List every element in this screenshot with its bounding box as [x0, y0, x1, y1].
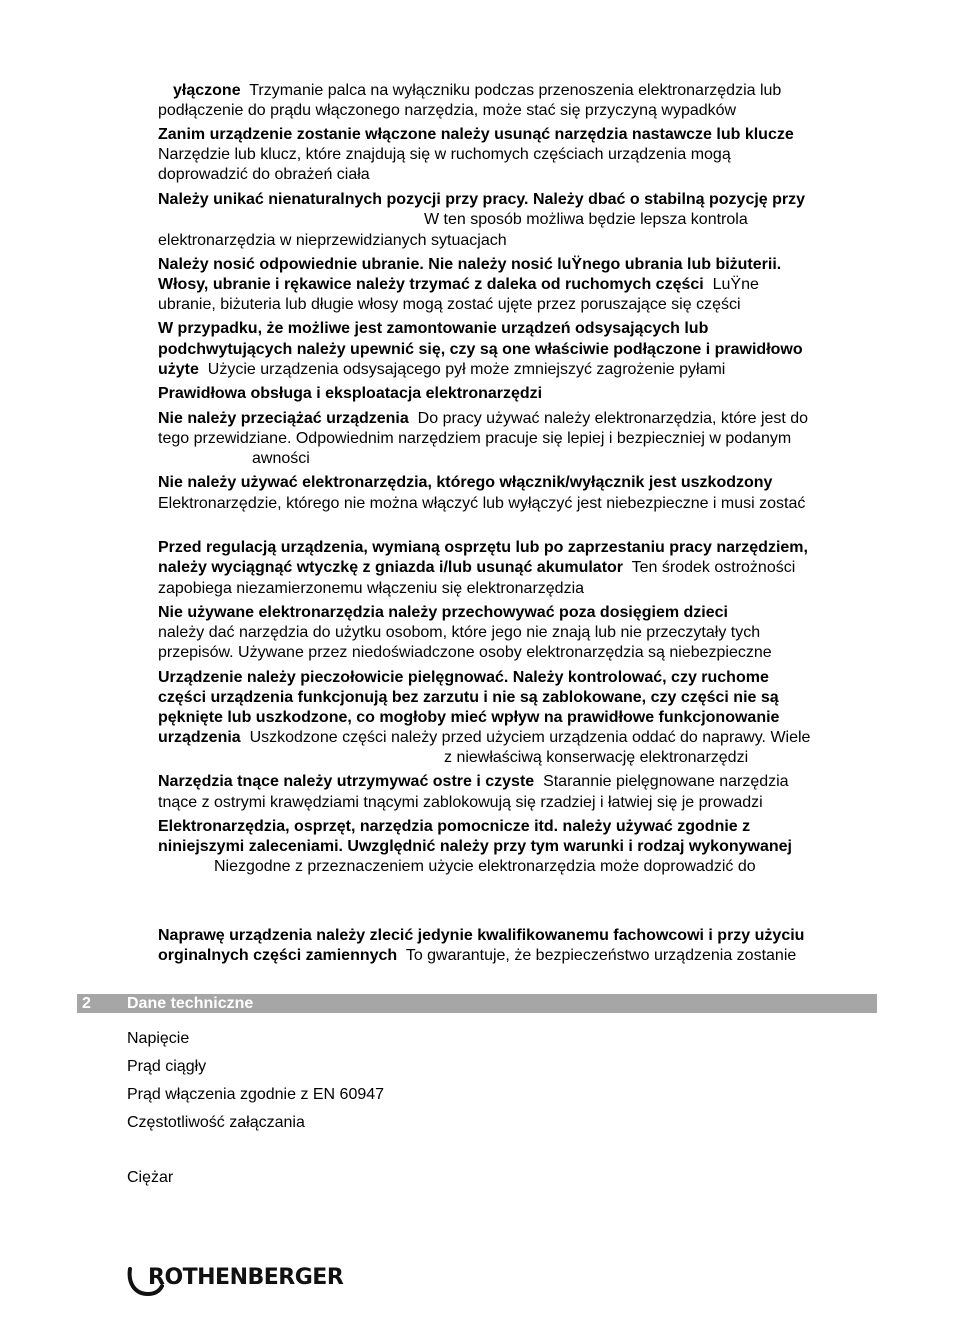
text-line: zapobiega niezamierzonemu włączeniu się elektronarzędzia: [158, 580, 585, 597]
section-header: [77, 994, 877, 1013]
bold-run: Włosy, ubranie i rękawice należy trzymać z daleka od ruchomych części: [158, 276, 704, 293]
text-line: Elektronarzędzie, którego nie można włączyć lub wyłączyć jest niebezpieczne i musi zostać: [158, 495, 806, 512]
text-line: Nie należy używać elektronarzędzia, którego włącznik/wyłącznik jest uszkodzony: [158, 474, 773, 491]
text-line: ubranie, biżuteria lub długie włosy mogą zostać ujęte przez poruszające się części: [158, 296, 741, 313]
bold-run: yłączone: [173, 82, 241, 99]
spec-label-voltage: Napięcie: [127, 1030, 190, 1047]
spec-label-weight: Ciężar: [127, 1169, 174, 1186]
text-run: Do pracy używać należy elektronarzędzia, które jest do: [417, 410, 809, 427]
text-line: Urządzenie należy pieczołowicie pielęgnować. Należy kontrolować, czy ruchome: [158, 669, 769, 686]
spec-label-switching-frequency: Częstotliwość załączania: [127, 1114, 305, 1131]
text-line: [158, 728, 810, 748]
section-subheading: Prawidłowa obsługa i eksploatacja elektronarzędzi: [158, 385, 543, 402]
bold-run: Narzędzia tnące należy utrzymywać ostre i czyste: [158, 773, 535, 790]
text-line: tnące z ostrymi krawędziami tnącymi zablokowują się rzadziej i łatwiej się je prowadzi: [158, 794, 763, 811]
text-line: przepisów. Używane przez niedoświadczone osoby elektronarzędzia są niebezpieczne: [158, 644, 772, 661]
text-run: Ten środek ostrożności: [631, 559, 796, 576]
text-line: doprowadzić do obrażeń ciała: [158, 166, 370, 183]
text-line: [158, 360, 725, 380]
text-run: Uszkodzone części należy przed użyciem urządzenia oddać do naprawy. Wiele: [249, 729, 811, 746]
text-line: [173, 81, 781, 101]
logo-wordmark: ROTHENBERGER: [148, 1265, 344, 1290]
bold-run: urządzenia: [158, 729, 241, 746]
text-line: Naprawę urządzenia należy zlecić jedynie kwalifikowanemu fachowcowi i przy użyciu: [158, 927, 805, 944]
text-line: [158, 558, 795, 578]
bold-run: Nie należy przeciążać urządzenia: [158, 410, 409, 427]
text-line: Elektronarzędzia, osprzęt, narzędzia pomocnicze itd. należy używać zgodnie z: [158, 818, 751, 835]
text-line: [158, 946, 796, 966]
text-line: Nie używane elektronarzędzia należy przechowywać poza dosięgiem dzieci: [158, 604, 728, 621]
text-line: Należy nosić odpowiednie ubranie. Nie należy nosić luŸnego ubrania lub biżuterii.: [158, 256, 782, 273]
text-line: [158, 275, 759, 295]
spec-label-current: Prąd ciągły: [127, 1058, 207, 1075]
text-line: Należy unikać nienaturalnych pozycji przy pracy. Należy dbać o stabilną pozycję przy: [158, 191, 806, 208]
text-run: Trzymanie palca na wyłączniku podczas przenoszenia elektronarzędzia lub: [249, 82, 782, 99]
text-line: tego przewidziane. Odpowiednim narzędziem pracuje się lepiej i bezpieczniej w podanym: [158, 430, 792, 447]
text-line: pęknięte lub uszkodzone, co mogłoby mieć wpływ na prawidłowe funkcjonowanie: [158, 709, 780, 726]
text-line: Przed regulacją urządzenia, wymianą osprzętu lub po zaprzestaniu pracy narzędziem,: [158, 539, 808, 556]
section-number: 2: [82, 995, 91, 1012]
rothenberger-logo: [126, 1262, 366, 1298]
text-line: Narzędzie lub klucz, które znajdują się w ruchomych częściach urządzenia mogą: [158, 146, 731, 163]
spec-label-switching-current: Prąd włączenia zgodnie z EN 60947: [127, 1086, 385, 1103]
text-line: Zanim urządzenie zostanie włączone należy usunąć narzędzia nastawcze lub klucze: [158, 126, 794, 143]
text-line: awności: [252, 450, 310, 467]
text-line: Niezgodne z przeznaczeniem użycie elektronarzędzia może doprowadzić do: [214, 858, 756, 875]
text-line: W przypadku, że możliwe jest zamontowanie urządzeń odsysających lub: [158, 320, 709, 337]
text-line: części urządzenia funkcjonują bez zarzutu i nie są zablokowane, czy części nie są: [158, 689, 779, 706]
text-line: [158, 409, 808, 429]
text-line: W ten sposób możliwa będzie lepsza kontrola: [424, 211, 748, 228]
text-line: podchwytujących należy upewnić się, czy są one właściwie podłączone i prawidłowo: [158, 341, 803, 358]
text-line: należy dać narzędzia do użytku osobom, które jego nie znają lub nie przeczytały tych: [158, 624, 761, 641]
text-line: z niewłaściwą konserwację elektronarzędzi: [444, 749, 749, 766]
text-line: [158, 101, 736, 121]
section-title: Dane techniczne: [127, 995, 254, 1012]
text-run: LuŸne: [712, 276, 759, 293]
text-run: Użycie urządzenia odsysającego pył może zmniejszyć zagrożenie pyłami: [207, 361, 726, 378]
bold-run: orginalnych części zamiennych: [158, 947, 398, 964]
text-run: To gwarantuje, że bezpieczeństwo urządzenia zostanie: [405, 947, 797, 964]
text-line: elektronarzędzia w nieprzewidzianych sytuacjach: [158, 232, 507, 249]
text-run: podłączenie do prądu włączonego narzędzia, może stać się przyczyną wypadków: [158, 102, 737, 119]
text-line: [158, 772, 789, 792]
text-line: niniejszymi zaleceniami. Uwzględnić należy przy tym warunki i rodzaj wykonywanej: [158, 838, 792, 855]
bold-run: należy wyciągnąć wtyczkę z gniazda i/lub usunąć akumulator: [158, 559, 624, 576]
text-run: Starannie pielęgnowane narzędzia: [543, 773, 789, 790]
bold-run: użyte: [158, 361, 199, 378]
